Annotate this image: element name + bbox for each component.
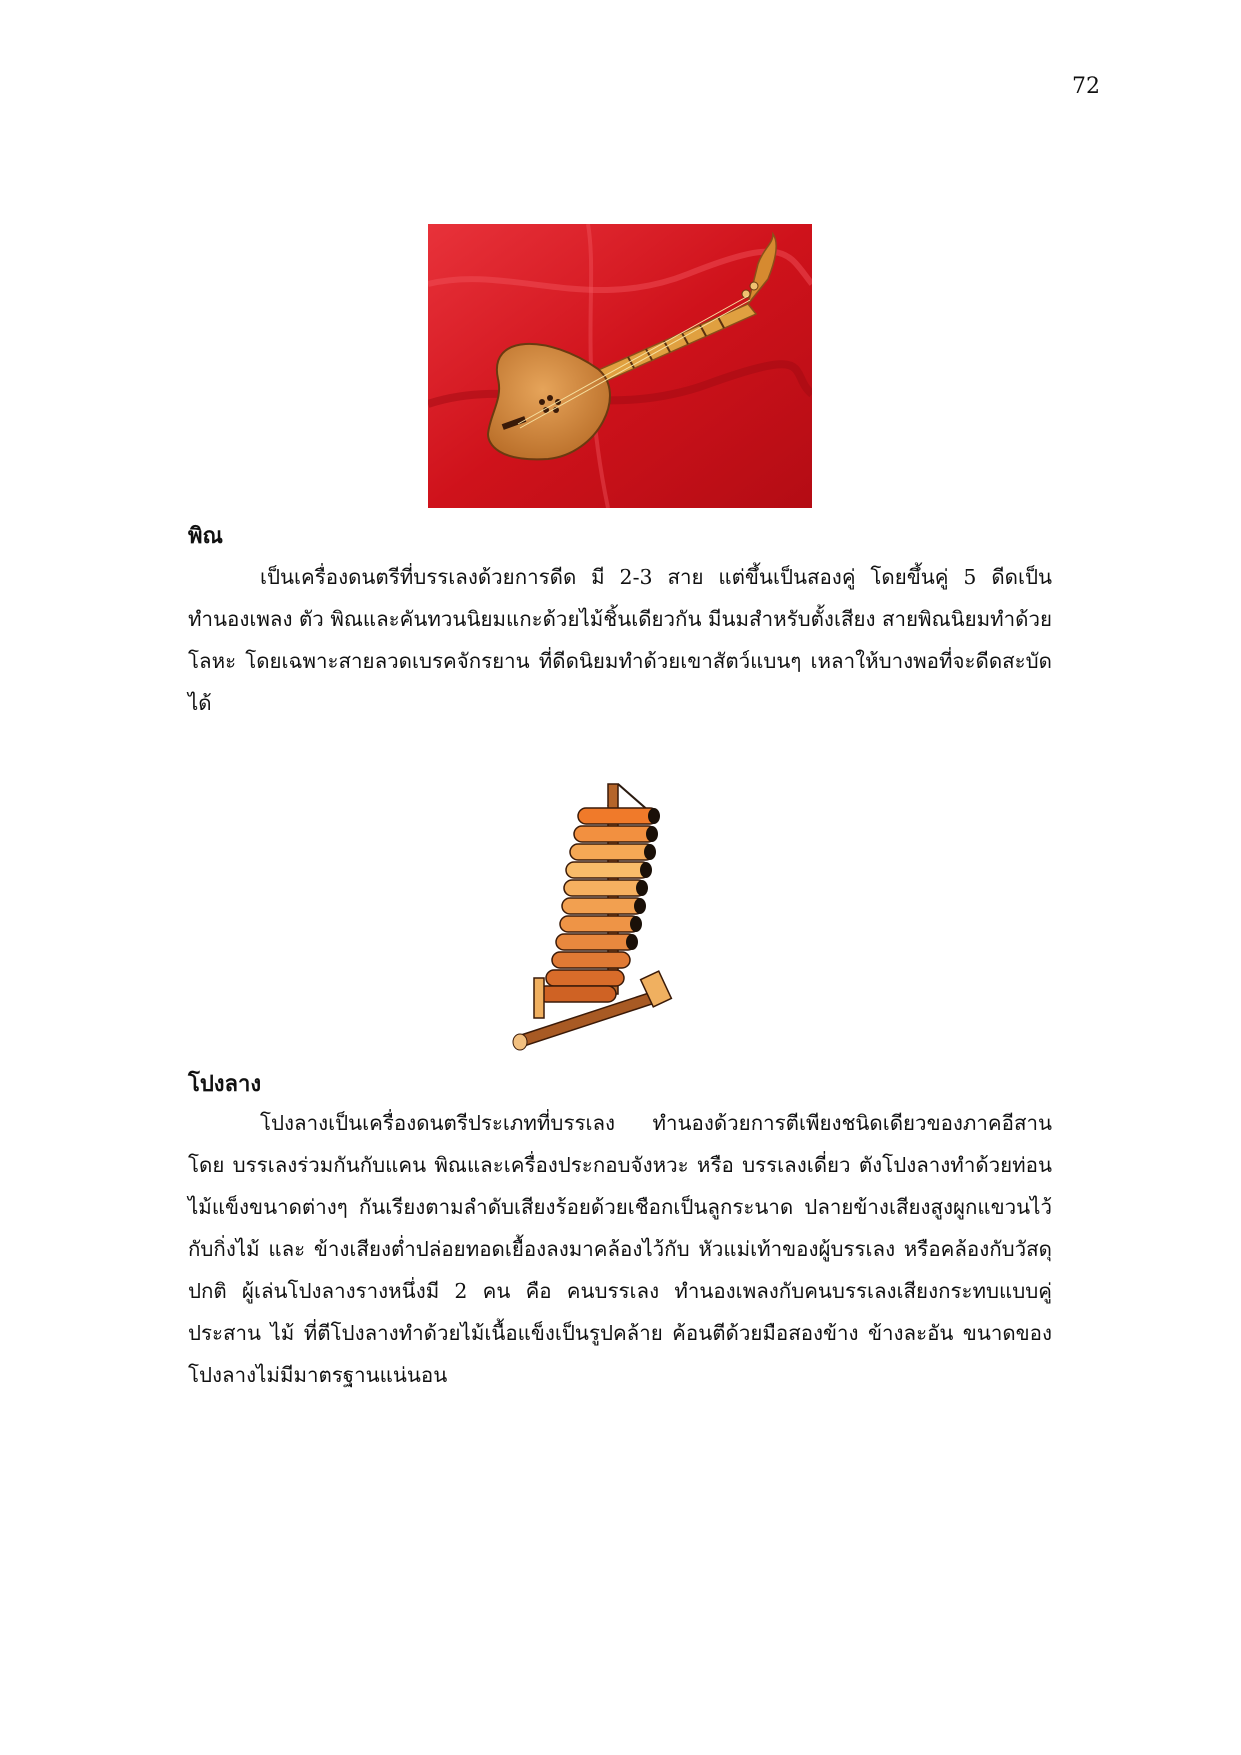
section-title-ponglang: โปงลาง [188,1071,262,1097]
section-title-phin: พิณ [188,523,223,549]
page-number: 72 [1072,74,1100,99]
phin-photo [428,224,812,508]
section-body-ponglang: โปงลางเป็นเครื่องดนตรีประเภทที่บรรเลง ทำนองด้วยการตีเพียงชนิดเดียวของภาคอีสาน โดย บรรเลงร่วมกันกับแคน พิณและเครื่องประกอบจังหวะ หรือ บรรเลงเดี่ยว ตังโปงลางทำด้วยท่อนไม้แข็งขนาดต่างๆ กันเรียงตามลำดับเสียงร้อยด้วยเชือกเป็นลูกระนาด ปลายข้างเสียงสูงผูกแขวนไว้กับกิ่งไม้ และ ข้างเสียงต่ำปล่อยทอดเยื้องลงมาคล้องไว้กับ หัวแม่เท้าของผู้บรรเลง หรือคล้องกับวัสดุ ปกติ ผู้เล่นโปงลางรางหนึ่งมี 2 คน คือ คนบรรเลง ทำนองเพลงกับคนบรรเลงเสียงกระทบแบบคู่ประสาน ไม้ ที่ตีโปงลางทำด้วยไม้เนื้อแข็งเป็นรูปคล้าย ค้อนตีด้วยมือสองข้าง ข้างละอัน ขนาดของโปงลางไม่มีมาตรฐานแน่นอน [188,1111,1052,1387]
section-body-phin: เป็นเครื่องดนตรีที่บรรเลงด้วยการดีด มี 2-3 สาย แต่ขึ้นเป็นสองคู่ โดยขึ้นคู่ 5 ดีดเป็นทำนองเพลง ตัว พิณและคันทวนนิยมแกะด้วยไม้ชิ้นเดียวกัน มีนมสำหรับตั้งเสียง สายพิณนิยมทำด้วยโลหะ โดยเฉพาะสายลวดเบรคจักรยาน ที่ดีดนิยมทำด้วยเขาสัตว์แบนๆ เหลาให้บางพอที่จะดีดสะบัดได้ [188,565,1052,715]
ponglang-illustration [508,778,734,1058]
